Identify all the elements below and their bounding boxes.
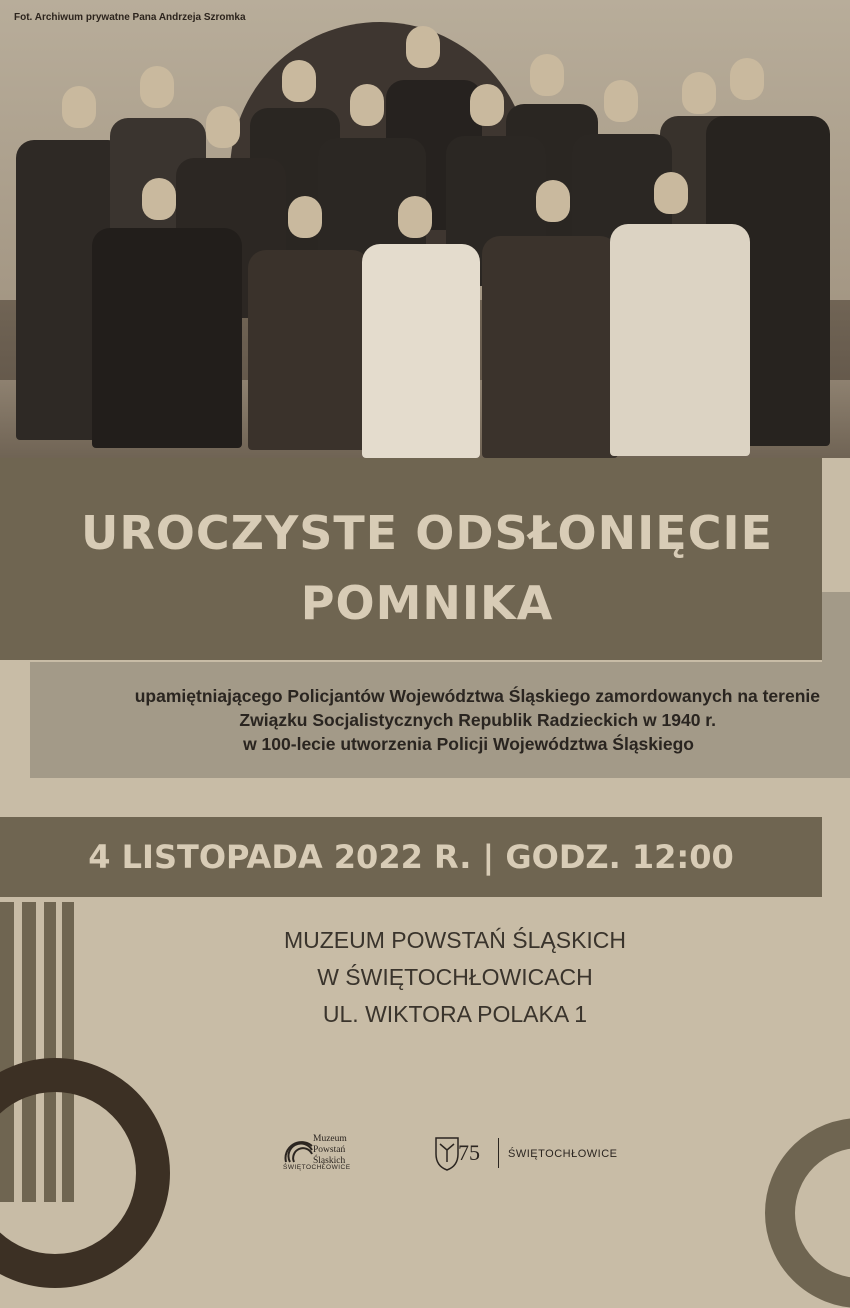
photo-face	[206, 106, 240, 148]
photo-face	[530, 54, 564, 96]
city-coat-of-arms-icon	[434, 1134, 494, 1172]
photo-figure	[248, 250, 370, 450]
address-line: UL. WIKTORA POLAKA 1	[322, 1001, 588, 1027]
subtitle-line: Związku Socjalistycznych Republik Radzieckich w 1940 r.	[239, 710, 716, 730]
photo-face	[604, 80, 638, 122]
photo-face	[142, 178, 176, 220]
event-title	[32, 498, 822, 638]
museum-logo-line: Muzeum	[313, 1134, 347, 1144]
event-subtitle	[40, 684, 820, 756]
subtitle-line: upamiętniającego Policjantów Województwa Śląskiego zamordowanych na terenie	[134, 686, 820, 706]
photo-figure	[92, 228, 242, 448]
decor-strip	[822, 458, 850, 590]
photo-figure	[482, 236, 618, 458]
photo-face	[654, 172, 688, 214]
museum-logo-line: Powstań	[313, 1145, 346, 1155]
photo-figure	[362, 244, 480, 458]
museum-logo-line: Śląskich	[313, 1156, 346, 1166]
photo-face	[470, 84, 504, 126]
decor-arc	[0, 1058, 170, 1288]
subtitle-line: w 100-lecie utworzenia Policji Województwa Śląskiego	[243, 734, 694, 754]
photo-figure	[610, 224, 750, 456]
event-date-time: 4 LISTOPADA 2022 R. | GODZ. 12:00	[88, 838, 734, 876]
decor-arc	[765, 1118, 850, 1308]
event-title-line: UROCZYSTE ODSŁONIĘCIE	[81, 506, 773, 560]
photo-face	[730, 58, 764, 100]
logo-divider	[498, 1138, 499, 1168]
museum-logo-subtitle: ŚWIĘTOCHŁOWICE	[283, 1164, 351, 1171]
photo-face	[62, 86, 96, 128]
historical-group-photo	[0, 0, 850, 462]
photo-credit: Fot. Archiwum prywatne Pana Andrzeja Szromka	[14, 12, 246, 23]
city-logo-number: 75	[458, 1140, 480, 1165]
address-line: MUZEUM POWSTAŃ ŚLĄSKICH	[283, 927, 627, 953]
photo-face	[398, 196, 432, 238]
photo-face	[140, 66, 174, 108]
photo-face	[282, 60, 316, 102]
address-line: W ŚWIĘTOCHŁOWICACH	[317, 964, 593, 990]
museum-logo-text	[313, 1134, 347, 1167]
event-address	[160, 922, 750, 1033]
photo-face	[682, 72, 716, 114]
photo-face	[406, 26, 440, 68]
photo-face	[350, 84, 384, 126]
photo-face	[288, 196, 322, 238]
city-logo-name: ŚWIĘTOCHŁOWICE	[508, 1148, 618, 1160]
event-title-line: POMNIKA	[300, 576, 554, 630]
photo-face	[536, 180, 570, 222]
